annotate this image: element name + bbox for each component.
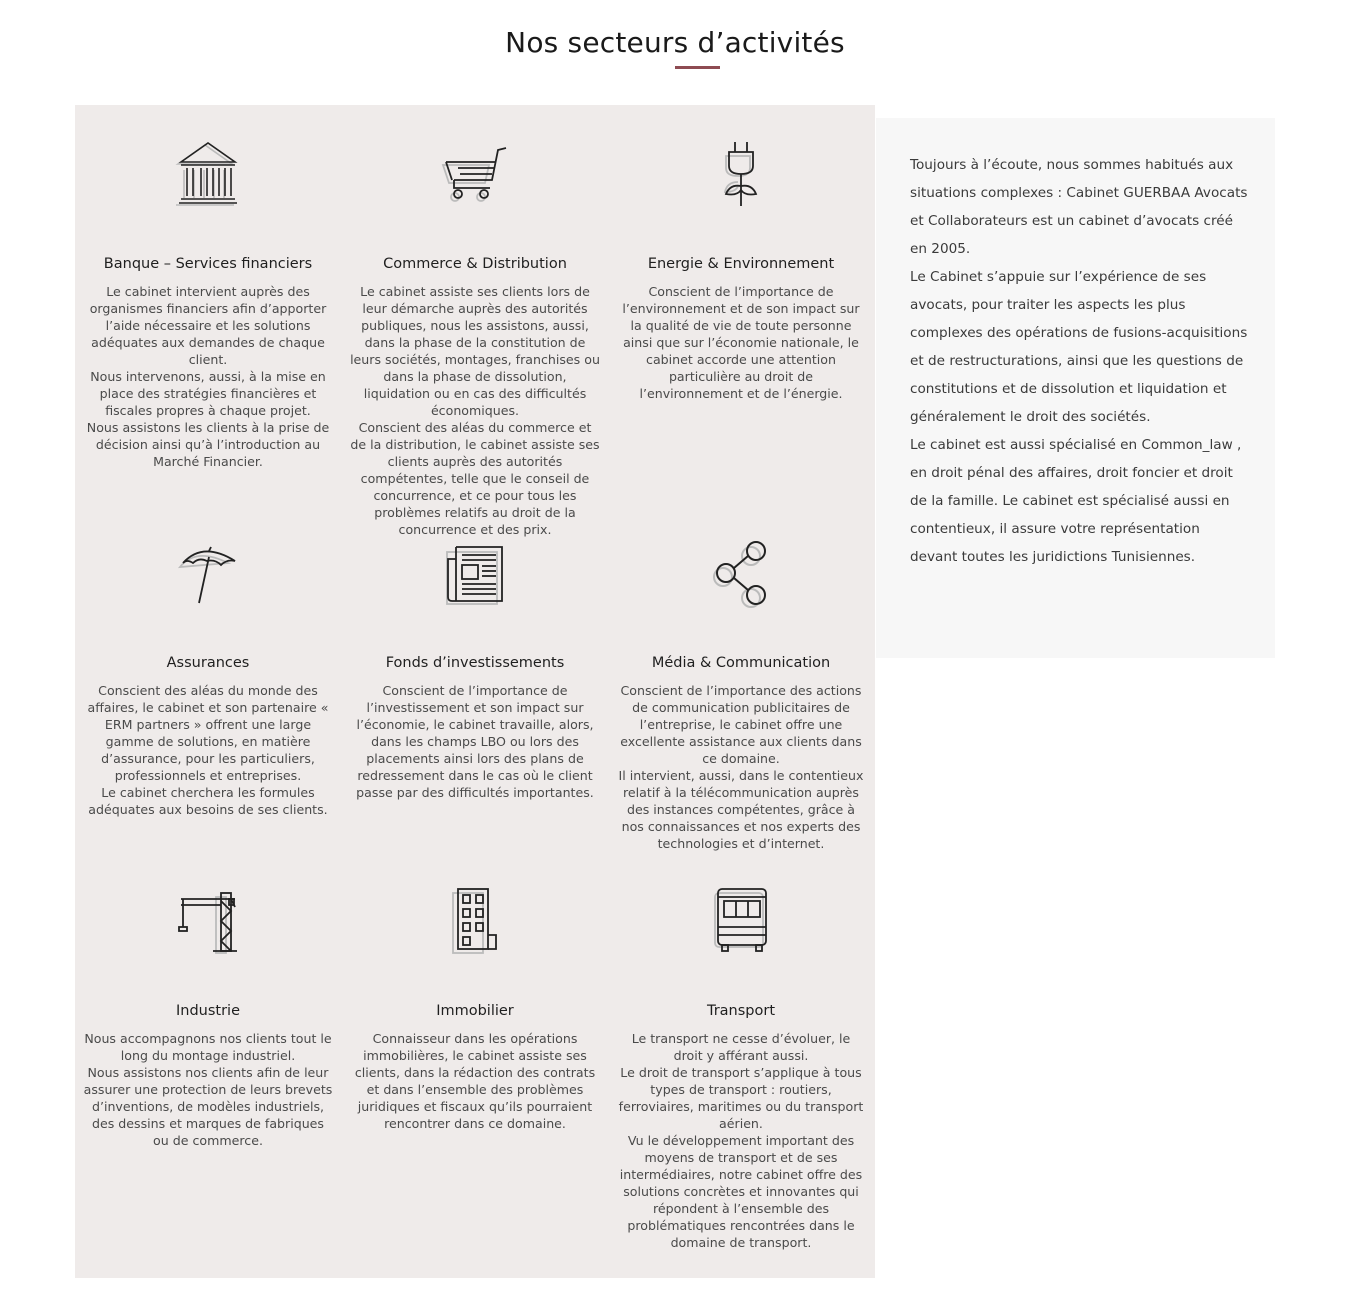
sector-card-assurances [83,539,333,818]
sector-paragraph: Connaisseur dans les opérations immobilières, le cabinet assiste ses clients, dans la rédaction des contrats et dans l’ensemble des problèmes juridiques et fiscaux qu’ils pourraient rencontrer dans ce domaine. [354,1031,596,1131]
sector-card-banque [83,140,333,470]
sector-paragraph: Conscient de l’importance des actions de communication publicitaires de l’entreprise, le cabinet offre une excellente assistance aux clients dans ce domaine. [620,683,862,766]
sector-paragraph: Conscient des aléas du commerce et de la distribution, le cabinet assiste ses clients auprès des autorités compétentes, telle que le conseil de concurrence, et ce pour tous les problèmes relatifs au droit de la concurrence et des prix. [350,420,600,537]
sector-paragraph: Nous assistons les clients à la prise de décision ainsi qu’à l’introduction au Marché Financier. [86,420,330,469]
sector-paragraph: Le cabinet assiste ses clients lors de leur démarche auprès des autorités publiques, nous les assistons, aussi, dans la phase de la constitution de leurs sociétés, montages, franchises ou dans la phase de dissolution, liquidation ou en cas des difficultés économiques. [350,284,600,418]
sector-card-commerce [350,140,600,538]
sector-description [83,283,333,470]
bank-icon [83,140,333,210]
title-underline [675,66,720,69]
sector-description [350,1030,600,1132]
sector-description [616,1030,866,1251]
sector-paragraph: Le cabinet intervient auprès des organismes financiers afin d’apporter l’aide nécessaire et les solutions adéquates aux demandes de chaque client. [89,284,327,367]
sector-paragraph: Il intervient, aussi, dans le contentieux relatif à la télécommunication auprès des instances compétentes, grâce à nos connaissances et nos experts des technologies et d’internet. [618,768,864,851]
building-icon [350,887,600,957]
sector-title: Banque – Services financiers [103,256,313,272]
sector-title: Fonds d’investissements [385,655,565,671]
sector-paragraph: Conscient des aléas du monde des affaires, le cabinet et son partenaire « ERM partners » offrent une large gamme de solutions, en matière d’assurance, pour les particuliers, professionnels et entreprises. [87,683,329,783]
sector-card-energie [616,140,866,402]
sector-paragraph: Vu le développement important des moyens de transport et de ses intermédiaires, notre cabinet offre des solutions concrètes et innovantes qui répondent à l’ensemble des problématiques rencontrées dans le domaine de transport. [619,1133,863,1250]
umbrella-icon [83,539,333,609]
sector-title: Industrie [175,1003,240,1019]
section-title: Nos secteurs d’activités [505,26,845,59]
about-panel [876,118,1275,658]
sector-paragraph: Nous assistons nos clients afin de leur assurer une protection de leurs brevets d’inventions, de modèles industriels, des dessins et marques de fabriques ou de commerce. [83,1065,333,1148]
sector-paragraph: Le droit de transport s’applique à tous types de transport : routiers, ferroviaires, maritimes ou du transport aérien. [618,1065,864,1131]
sectors-panel [75,105,875,1278]
sector-paragraph: Le transport ne cesse d’évoluer, le droit y afférant aussi. [631,1031,851,1063]
sector-title: Energie & Environnement [647,256,835,272]
about-paragraph: Toujours à l’écoute, nous sommes habitués aux situations complexes : Cabinet GUERBAA Avocats et Collaborateurs est un cabinet d’avocats créé en 2005. [910,157,1248,257]
plug-plant-icon [616,140,866,210]
sector-paragraph: Nous accompagnons nos clients tout le long du montage industriel. [84,1031,332,1063]
about-paragraph: Le cabinet est aussi spécialisé en Common_law , en droit pénal des affaires, droit foncier et droit de la famille. Le cabinet est spécialisé aussi en contentieux, il assure votre représentation devant toutes les juridictions Tunisiennes. [910,437,1242,565]
sector-card-transport [616,887,866,1251]
sector-description [616,283,866,402]
sector-paragraph: Le cabinet cherchera les formules adéquates aux besoins de ses clients. [88,785,328,817]
sector-title: Transport [706,1003,776,1019]
sector-card-industrie [83,887,333,1149]
sector-description [350,283,600,538]
sector-description [616,682,866,852]
sector-card-immobilier [350,887,600,1132]
sector-card-fonds [350,539,600,801]
shopping-cart-icon [350,140,600,210]
share-icon [616,539,866,609]
about-text [910,151,1250,571]
sector-paragraph: Conscient de l’importance de l’investissement et son impact sur l’économie, le cabinet travaille, alors, dans les champs LBO ou lors des placements ainsi lors des plans de redressement dans le cas où le client passe par des difficultés importantes. [356,683,594,800]
sector-title: Assurances [166,655,250,671]
sector-title: Média & Communication [651,655,831,671]
sector-description [350,682,600,801]
about-paragraph: Le Cabinet s’appuie sur l’expérience de ses avocats, pour traiter les aspects les plus complexes des opérations de fusions-acquisitions et de restructurations, ainsi que les questions de constitutions et de dissolution et liquidation et généralement le droit des sociétés. [910,269,1248,425]
crane-icon [83,887,333,957]
bus-icon [616,887,866,957]
sector-description [83,682,333,818]
sector-paragraph: Nous intervenons, aussi, à la mise en place des stratégies financières et fiscales propres à chaque projet. [90,369,326,418]
sector-title: Commerce & Distribution [383,256,567,272]
sector-title: Immobilier [436,1003,514,1019]
sector-card-media [616,539,866,852]
sector-description [83,1030,333,1149]
sector-paragraph: Conscient de l’importance de l’environnement et de son impact sur la qualité de vie de toute personne ainsi que sur l’économie nationale, le cabinet accorde une attention particulière au droit de l’environnement et de l’énergie. [622,284,860,401]
newspaper-icon [350,539,600,609]
